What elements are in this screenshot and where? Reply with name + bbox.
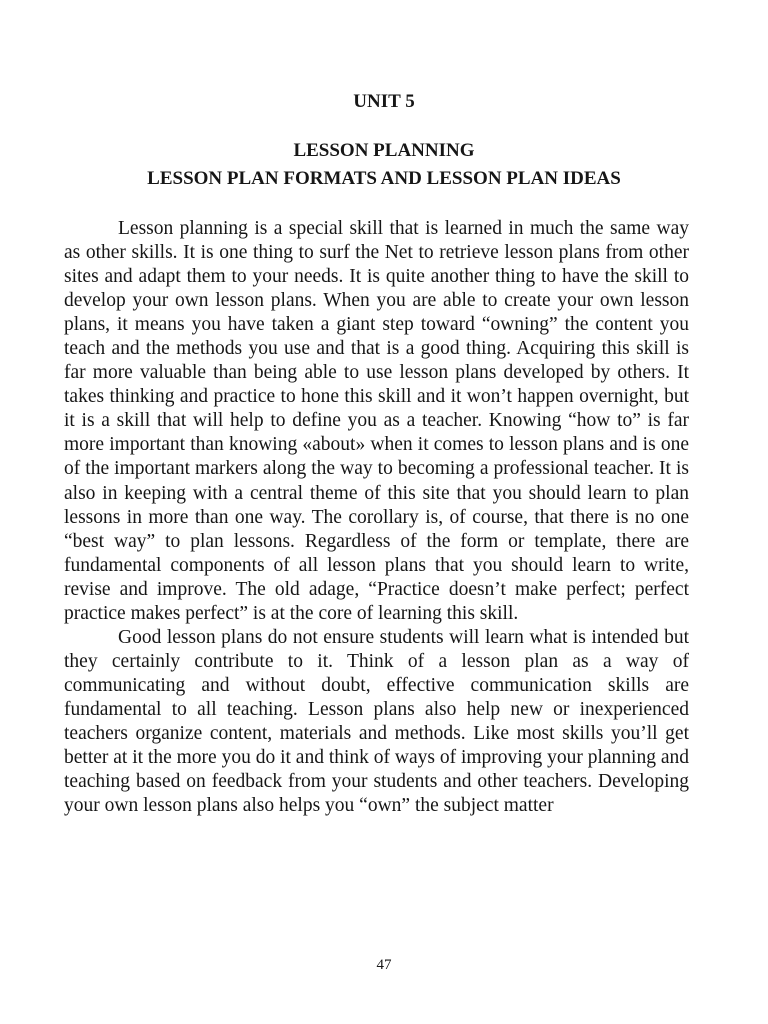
unit-title: UNIT 5 (353, 91, 415, 112)
body-text (64, 217, 689, 818)
chapter-heading: LESSON PLANNING (293, 140, 475, 161)
paragraph-1: Lesson planning is a special skill that is learned in much the same way as other skills. It is one thing to surf the Net to retrieve lesson plans from other sites and adapt them to your needs. It is quite another thing to have the skill to develop your own lesson plans. When you are able to create your own lesson plans, it means you have taken a giant step toward “owning” the content you teach and the methods you use and that is a good thing. Acquiring this skill is far more valuable than being able to use lesson plans developed by others. It takes thinking and practice to hone this skill and it won’t happen overnight, but it is a skill that will help to define you as a teacher. Knowing “how to” is far more important than knowing «about» when it comes to lesson plans and is one of the important markers along the way to becoming a professional teacher. It is also in keeping with a central theme of this site that you should learn to plan lessons in more than one way. The corollary is, of course, that there is no one “best way” to plan lessons. Regardless of the form or template, there are fundamental components of all lesson plans that you should learn to write, revise and improve. The old adage, “Practice doesn’t make perfect; perfect practice makes perfect” is at the core of learning this skill. (64, 218, 689, 624)
chapter-subheading: LESSON PLAN FORMATS AND LESSON PLAN IDEAS (147, 168, 621, 189)
page-number: 47 (376, 957, 392, 973)
paragraph-2: Good lesson plans do not ensure students will learn what is intended but they certainly contribute to it. Think of a lesson plan as a way of communicating and without doubt, effective communication skills are fundamental to all teaching. Lesson plans also help new or inexperienced teachers organize content, materials and methods. Like most skills you’ll get better at it the more you do it and think of ways of improving your planning and teaching based on feedback from your students and other teachers. Developing your own lesson plans also helps you “own” the subject matter (64, 626, 689, 817)
